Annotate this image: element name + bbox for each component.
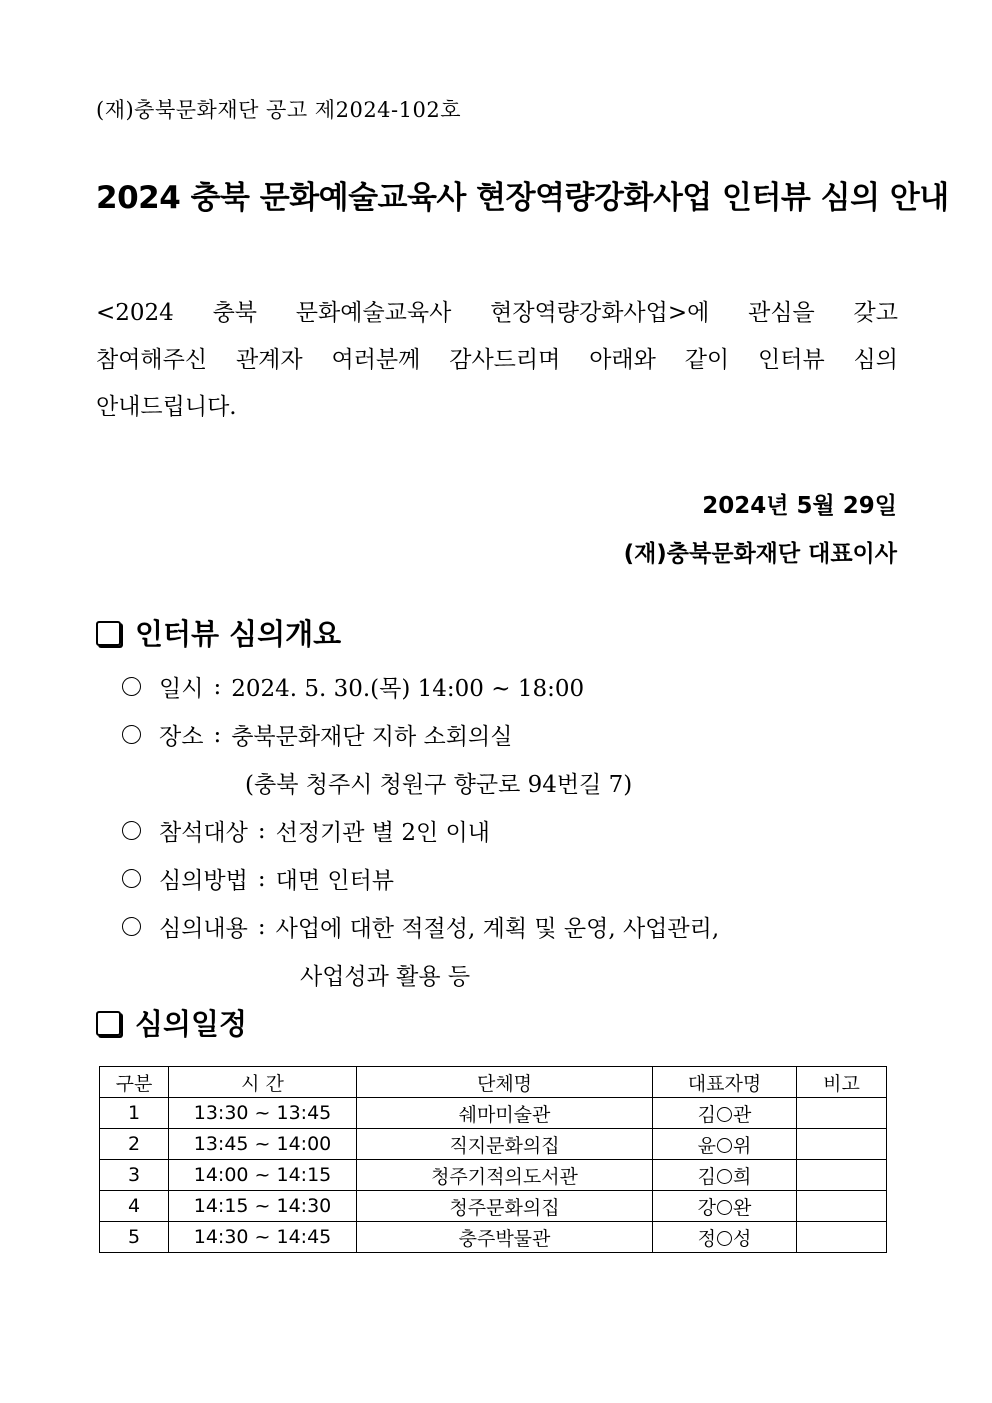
table-row [100,1129,887,1160]
overview-item-method [122,862,394,895]
cell-time: 14:30 ~ 14:45 [169,1222,357,1253]
rep-last: 성 [733,1227,752,1250]
cell-note [797,1098,887,1129]
item-label: 심의내용 [159,916,248,942]
circle-bullet-icon [122,869,141,888]
rep-last: 희 [733,1165,752,1188]
cell-note [797,1191,887,1222]
item-colon: : [213,673,222,700]
table-row [100,1098,887,1129]
cell-org: 쉐마미술관 [357,1098,653,1129]
cell-rep [653,1222,797,1253]
cell-org: 청주문화의집 [357,1191,653,1222]
masked-circle-icon [717,1200,732,1215]
cell-rep [653,1191,797,1222]
item-label: 일시 [159,676,204,702]
schedule-table [99,1066,887,1253]
rep-last: 관 [733,1103,752,1126]
overview-item-content [122,910,719,943]
cell-no: 1 [100,1098,169,1129]
item-colon: : [257,913,266,940]
circle-bullet-icon [122,917,141,936]
item-value: 충북문화재단 지하 소회의실 [231,724,513,750]
cell-time: 13:30 ~ 13:45 [169,1098,357,1129]
cell-rep [653,1129,797,1160]
cell-time: 14:15 ~ 14:30 [169,1191,357,1222]
cell-rep [653,1098,797,1129]
item-colon: : [213,721,222,748]
table-row [100,1160,887,1191]
cell-no: 3 [100,1160,169,1191]
content-continuation: 사업성과 활용 등 [300,964,471,990]
cell-no: 5 [100,1222,169,1253]
column-header: 시 간 [169,1067,357,1098]
overview-item-location [122,718,512,751]
masked-circle-icon [717,1138,732,1153]
masked-circle-icon [717,1169,732,1184]
intro-line: 안내드립니다. [96,394,237,420]
item-label: 심의방법 [159,868,248,894]
cell-org: 충주박물관 [357,1222,653,1253]
item-value: 사업에 대한 적절성, 계획 및 운영, 사업관리, [275,916,720,942]
overview-heading [96,612,341,653]
circle-bullet-icon [122,677,141,696]
item-label: 장소 [159,724,204,750]
schedule-heading-text: 심의일정 [135,1007,248,1041]
rep-last: 위 [733,1134,752,1157]
rep-first: 정 [697,1227,716,1250]
masked-circle-icon [717,1107,732,1122]
schedule-heading [96,1002,247,1043]
column-header: 구분 [100,1067,169,1098]
overview-heading-text: 인터뷰 심의개요 [135,617,342,651]
cell-time: 14:00 ~ 14:15 [169,1160,357,1191]
cell-no: 2 [100,1129,169,1160]
rep-first: 김 [697,1103,716,1126]
signature-date: 2024년 5월 29일 [702,493,897,519]
column-header: 단체명 [357,1067,653,1098]
rep-first: 윤 [697,1134,716,1157]
table-row [100,1191,887,1222]
table-row [100,1222,887,1253]
signature-organization: (재)충북문화재단 대표이사 [623,541,897,567]
cell-note [797,1129,887,1160]
notice-number: (재)충북문화재단 공고 제2024-102호 [96,98,462,122]
masked-circle-icon [717,1231,732,1246]
item-value: 선정기관 별 2인 이내 [275,820,490,846]
rep-last: 완 [733,1196,752,1219]
intro-line: <2024 충북 문화예술교육사 현장역량강화사업>에 관심을 갖고 [96,300,898,326]
table-header-row [100,1067,887,1098]
location-address: (충북 청주시 청원구 향군로 94번길 7) [245,772,633,798]
circle-bullet-icon [122,725,141,744]
rep-first: 김 [697,1165,716,1188]
square-bullet-icon [96,1011,121,1036]
item-value: 대면 인터뷰 [275,868,395,894]
overview-item-datetime [122,670,584,703]
item-label: 참석대상 [159,820,248,846]
item-colon: : [257,865,266,892]
intro-paragraph [96,290,898,431]
item-colon: : [257,817,266,844]
column-header: 비고 [797,1067,887,1098]
cell-org: 청주기적의도서관 [357,1160,653,1191]
overview-item-attendees [122,814,490,847]
column-header: 대표자명 [653,1067,797,1098]
cell-note [797,1222,887,1253]
cell-rep [653,1160,797,1191]
circle-bullet-icon [122,821,141,840]
cell-time: 13:45 ~ 14:00 [169,1129,357,1160]
cell-note [797,1160,887,1191]
document-title: 2024 충북 문화예술교육사 현장역량강화사업 인터뷰 심의 안내 [96,180,949,216]
intro-line: 참여해주신 관계자 여러분께 감사드리며 아래와 같이 인터뷰 심의 [96,347,898,373]
item-value: 2024. 5. 30.(목) 14:00 ~ 18:00 [231,676,585,702]
cell-org: 직지문화의집 [357,1129,653,1160]
cell-no: 4 [100,1191,169,1222]
square-bullet-icon [96,621,121,646]
rep-first: 강 [697,1196,716,1219]
